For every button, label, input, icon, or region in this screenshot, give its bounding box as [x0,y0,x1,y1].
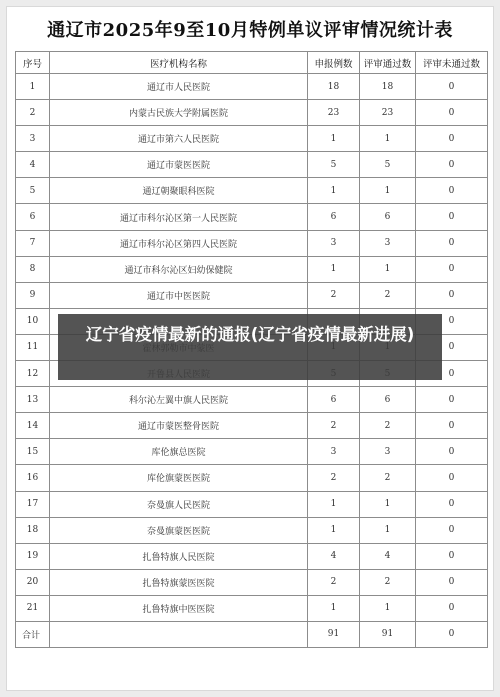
table-row [16,100,488,126]
rejected-count: 0 [416,100,488,126]
declared-count: 1 [308,595,360,621]
approved-count: 1 [360,126,416,152]
rejected-count: 0 [416,387,488,413]
header-declared: 申报例数 [308,52,360,74]
declared-count: 2 [308,569,360,595]
table-row [16,152,488,178]
declared-count: 4 [308,543,360,569]
approved-count: 1 [360,517,416,543]
declared-count: 2 [308,413,360,439]
table-row [16,517,488,543]
institution-name: 奈曼旗人民医院 [50,491,308,517]
rejected-count: 0 [416,152,488,178]
row-index: 3 [16,126,50,152]
row-index: 12 [16,361,50,387]
approved-count: 3 [360,439,416,465]
approved-count: 2 [360,569,416,595]
rejected-count: 0 [416,517,488,543]
row-index: 16 [16,465,50,491]
row-index: 8 [16,256,50,282]
declared-count: 1 [308,256,360,282]
table-row [16,282,488,308]
declared-count: 6 [308,204,360,230]
row-index: 13 [16,387,50,413]
declared-count: 1 [308,491,360,517]
row-index: 6 [16,204,50,230]
institution-name: 通辽市科尔沁区妇幼保健院 [50,256,308,282]
row-index: 20 [16,569,50,595]
institution-name: 通辽市科尔沁区第一人民医院 [50,204,308,230]
row-index: 21 [16,595,50,621]
rejected-count: 0 [416,439,488,465]
approved-count: 2 [360,413,416,439]
table-row [16,74,488,100]
institution-name: 库伦旗蒙医医院 [50,465,308,491]
table-row [16,126,488,152]
table-row [16,413,488,439]
rejected-count: 0 [416,334,488,360]
approved-count: 1 [360,256,416,282]
declared-count: 1 [308,517,360,543]
declared-count: 5 [308,152,360,178]
approved-count: 3 [360,230,416,256]
declared-count: 2 [308,465,360,491]
table-row [16,595,488,621]
approved-count: 1 [360,595,416,621]
institution-name: 库伦旗总医院 [50,439,308,465]
table-row [16,439,488,465]
row-index: 14 [16,413,50,439]
rejected-count: 0 [416,204,488,230]
institution-name: 内蒙古民族大学附属医院 [50,100,308,126]
declared-count: 1 [308,178,360,204]
table-row [16,230,488,256]
total-institution [50,621,308,647]
rejected-count: 0 [416,230,488,256]
approved-count: 6 [360,204,416,230]
total-row [16,621,488,647]
header-institution: 医疗机构名称 [50,52,308,74]
rejected-count: 0 [416,256,488,282]
rejected-count: 0 [416,491,488,517]
row-index: 1 [16,74,50,100]
institution-name: 通辽市人民医院 [50,74,308,100]
approved-count: 5 [360,152,416,178]
rejected-count: 0 [416,413,488,439]
institution-name: 奈曼旗蒙医医院 [50,517,308,543]
rejected-count: 0 [416,178,488,204]
institution-name: 扎鲁特旗人民医院 [50,543,308,569]
row-index: 2 [16,100,50,126]
row-index: 10 [16,308,50,334]
approved-count: 1 [360,178,416,204]
total-rejected: 0 [416,621,488,647]
institution-name: 通辽市蒙医整骨医院 [50,413,308,439]
rejected-count: 0 [416,282,488,308]
header-rejected: 评审未通过数 [416,52,488,74]
row-index: 15 [16,439,50,465]
header-row [16,52,488,74]
institution-name: 通辽市科尔沁区第四人民医院 [50,230,308,256]
header-approved: 评审通过数 [360,52,416,74]
total-label: 合计 [16,621,50,647]
declared-count: 3 [308,230,360,256]
approved-count: 4 [360,543,416,569]
rejected-count: 0 [416,126,488,152]
approved-count: 2 [360,282,416,308]
table-row [16,543,488,569]
institution-name: 科尔沁左翼中旗人民医院 [50,387,308,413]
declared-count: 1 [308,126,360,152]
rejected-count: 0 [416,595,488,621]
approved-count: 1 [360,491,416,517]
rejected-count: 0 [416,543,488,569]
declared-count: 6 [308,387,360,413]
institution-name: 扎鲁特旗中医医院 [50,595,308,621]
rejected-count: 0 [416,465,488,491]
row-index: 5 [16,178,50,204]
table-row [16,204,488,230]
table-row [16,491,488,517]
row-index: 18 [16,517,50,543]
declared-count: 3 [308,439,360,465]
approved-count: 18 [360,74,416,100]
rejected-count: 0 [416,308,488,334]
row-index: 9 [16,282,50,308]
table-row [16,465,488,491]
table-row [16,178,488,204]
institution-name: 扎鲁特旗蒙医医院 [50,569,308,595]
row-index: 17 [16,491,50,517]
rejected-count: 0 [416,361,488,387]
rejected-count: 0 [416,74,488,100]
institution-name: 通辽市中医医院 [50,282,308,308]
institution-name: 通辽市第六人民医院 [50,126,308,152]
approved-count: 23 [360,100,416,126]
declared-count: 18 [308,74,360,100]
total-approved: 91 [360,621,416,647]
row-index: 4 [16,152,50,178]
table-row [16,256,488,282]
approved-count: 6 [360,387,416,413]
overlay-caption: 辽宁省疫情最新的通报(辽宁省疫情最新进展) [58,314,442,380]
table-row [16,387,488,413]
row-index: 11 [16,334,50,360]
row-index: 19 [16,543,50,569]
approved-count: 2 [360,465,416,491]
declared-count: 23 [308,100,360,126]
table-title: 通辽市2025年9至10月特例单议评审情况统计表 [47,20,453,41]
institution-name: 通辽市蒙医医院 [50,152,308,178]
rejected-count: 0 [416,569,488,595]
row-index: 7 [16,230,50,256]
declared-count: 2 [308,282,360,308]
table-row [16,569,488,595]
institution-name: 通辽朝聚眼科医院 [50,178,308,204]
header-index: 序号 [16,52,50,74]
total-declared: 91 [308,621,360,647]
